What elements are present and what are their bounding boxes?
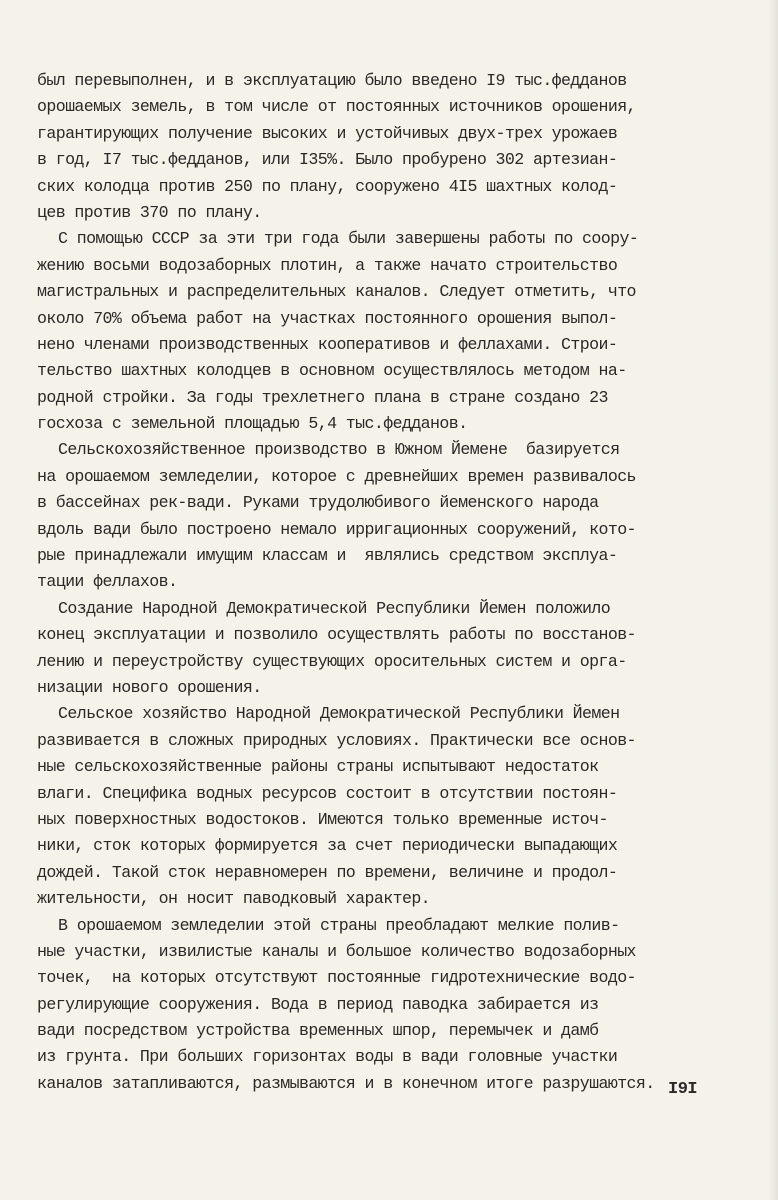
page-number: I9I — [668, 1080, 698, 1099]
body-text — [37, 68, 729, 1097]
text-line: С помощью СССР за эти три года были завершены работы по соору- — [58, 229, 639, 249]
paragraph-2 — [37, 226, 729, 437]
text-line: гарантирующих получение высоких и устойчивых двух-трех урожаев — [37, 123, 618, 143]
text-line: тации феллахов. — [37, 572, 178, 592]
text-line: В орошаемом земледелии этой страны преобладают мелкие полив- — [58, 915, 620, 935]
paragraph-5 — [37, 701, 729, 912]
text-line: родной стройки. За годы трехлетнего плана в стране создано 23 — [37, 387, 608, 407]
text-line: ные сельскохозяйственные районы страны испытывают недостаток — [37, 757, 599, 777]
text-line: вдоль вади было построено немало ирригационных сооружений, кото- — [37, 519, 636, 539]
paragraph-3 — [37, 437, 729, 595]
text-line: госхоза с земельной площадью 5,4 тыс.федданов. — [37, 414, 468, 434]
text-line: лению и переустройству существующих оросительных систем и орга- — [37, 651, 627, 671]
page-edge-shadow — [768, 0, 778, 1200]
text-line: ных поверхностных водостоков. Имеются только временные источ- — [37, 809, 608, 829]
text-line: жительности, он носит паводковый характер. — [37, 889, 431, 909]
text-line: жению восьми водозаборных плотин, а также начато строительство — [37, 255, 618, 275]
text-line: Сельскохозяйственное производство в Южном Йемене базируется — [58, 440, 620, 460]
text-line: низации нового орошения. — [37, 677, 262, 697]
text-line: тельство шахтных колодцев в основном осуществлялось методом на- — [37, 361, 627, 381]
text-line: ских колодца против 250 по плану, сооружено 4I5 шахтных колод- — [37, 176, 618, 196]
text-line: около 70% объема работ на участках постоянного орошения выпол- — [37, 308, 618, 328]
text-line: Сельское хозяйство Народной Демократической Республики Йемен — [58, 704, 620, 724]
text-line: ники, сток которых формируется за счет периодически выпадающих — [37, 836, 618, 856]
text-line: точек, на которых отсутствуют постоянные гидротехнические водо- — [37, 968, 636, 988]
text-line: рые принадлежали имущим классам и являлись средством эксплуа- — [37, 546, 618, 566]
text-line: дождей. Такой сток неравномерен по времени, величине и продол- — [37, 862, 618, 882]
paragraph-4 — [37, 596, 729, 702]
text-line: ные участки, извилистые каналы и большое количество водозаборных — [37, 941, 636, 961]
text-line: вади посредством устройства временных шпор, перемычек и дамб — [37, 1021, 599, 1041]
text-line: орошаемых земель, в том числе от постоянных источников орошения, — [37, 97, 636, 117]
text-line: в год, I7 тыс.федданов, или I35%. Было пробурено 302 артезиан- — [37, 150, 618, 170]
text-line: влаги. Специфика водных ресурсов состоит в отсутствии постоян- — [37, 783, 618, 803]
text-line: регулирующие сооружения. Вода в период паводка забирается из — [37, 994, 599, 1014]
text-line: конец эксплуатации и позволило осуществлять работы по восстанов- — [37, 625, 636, 645]
paragraph-6 — [37, 913, 729, 1098]
text-line: каналов затапливаются, размываются и в конечном итоге разрушаются. — [37, 1073, 655, 1093]
text-line: на орошаемом земледелии, которое с древнейших времен развивалось — [37, 466, 636, 486]
text-line: магистральных и распределительных каналов. Следует отметить, что — [37, 282, 636, 302]
text-line: из грунта. При больших горизонтах воды в вади головные участки — [37, 1047, 618, 1067]
text-line: был перевыполнен, и в эксплуатацию было введено I9 тыс.федданов — [37, 71, 627, 90]
text-line: Создание Народной Демократической Республики Йемен положило — [58, 598, 611, 618]
paragraph-1 — [37, 68, 729, 226]
text-line: цев против 370 по плану. — [37, 202, 262, 222]
text-line: развивается в сложных природных условиях. Практически все основ- — [37, 730, 636, 750]
text-line: в бассейнах рек-вади. Руками трудолюбивого йеменского народа — [37, 493, 599, 513]
text-line: нено членами производственных кооперативов и феллахами. Строи- — [37, 334, 618, 354]
